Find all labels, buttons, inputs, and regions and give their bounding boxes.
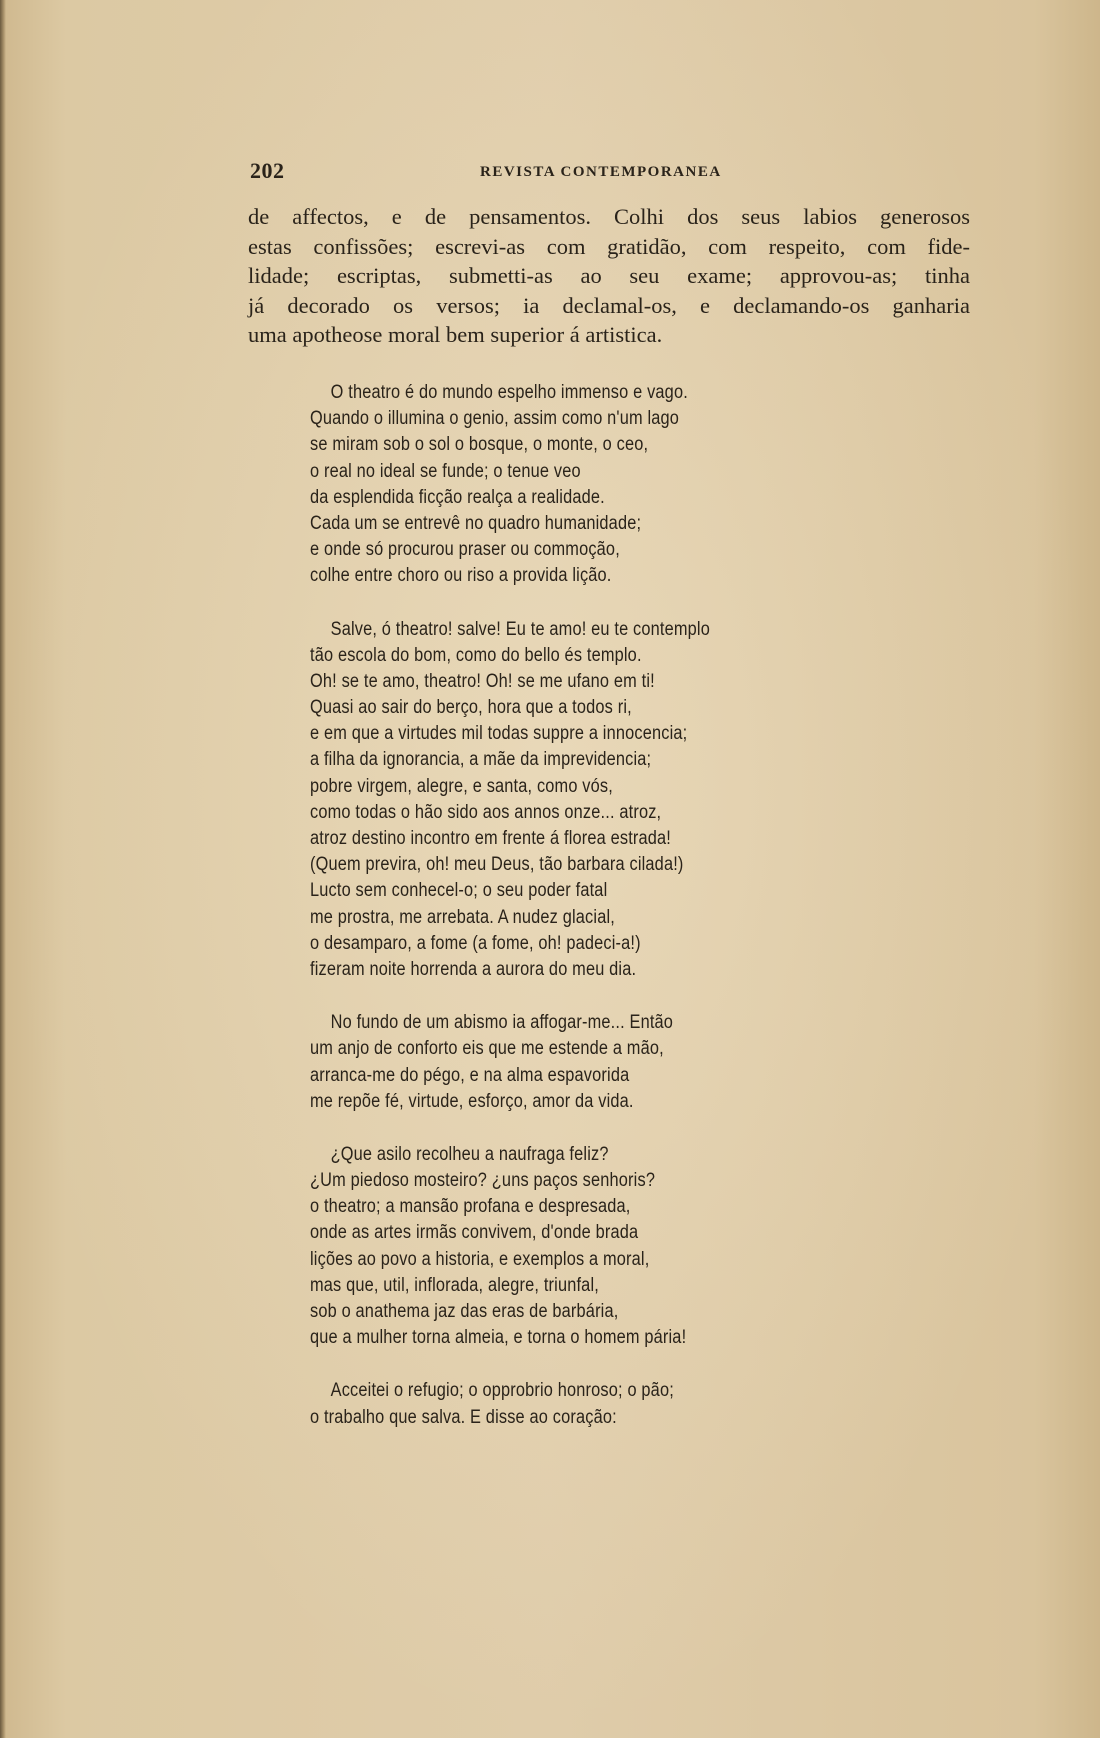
verse-line: ¿Que asilo recolheu a naufraga feliz?: [330, 1143, 609, 1165]
verse-line: mas que, util, inflorada, alegre, triunfal,: [310, 1274, 599, 1296]
verse-line: O theatro é do mundo espelho immenso e vago.: [330, 382, 688, 403]
verse-line: e onde só procurou praser ou commoção,: [310, 539, 620, 561]
verse-line: onde as artes irmãs convivem, d'onde brada: [310, 1222, 639, 1244]
page-header: [250, 158, 750, 186]
verse-line: a filha da ignorancia, a mãe da imprevidencia;: [310, 749, 652, 771]
verse-line: como todas o hão sido aos annos onze... atroz,: [310, 801, 662, 823]
verse-line: No fundo de um abismo ia affogar-me... Então: [330, 1012, 674, 1034]
verse-line: ¿Um piedoso mosteiro? ¿uns paços senhoris?: [310, 1170, 656, 1192]
verse-line: me repõe fé, virtude, esforço, amor da vida.: [310, 1090, 634, 1112]
poem-stanza-5: [310, 1378, 792, 1430]
prose-line: lidade; escriptas, submetti-as ao seu exame; approvou-as; tinha: [248, 263, 970, 288]
verse-line: um anjo de conforto eis que me estende a mão,: [310, 1038, 664, 1060]
poem-stanza-3: [310, 1010, 792, 1115]
prose-line: estas confissões; escrevi-as com gratidão, com respeito, com fide-: [248, 233, 970, 259]
verse-line: se miram sob o sol o bosque, o monte, o ceo,: [310, 434, 649, 456]
verse-line: fizeram noite horrenda a aurora do meu dia.: [310, 958, 637, 980]
verse-line: me prostra, me arrebata. A nudez glacial,: [310, 906, 615, 928]
poem-stanza-4: [310, 1142, 792, 1352]
page-number: 202: [250, 158, 285, 183]
verse-line: tão escola do bom, como do bello és templo.: [310, 644, 642, 666]
verse-line: pobre virgem, alegre, e santa, como vós,: [310, 775, 613, 797]
verse-line: Salve, ó theatro! salve! Eu te amo! eu te contemplo: [330, 618, 711, 640]
verse-line: da esplendida ficção realça a realidade.: [310, 486, 605, 508]
verse-line: (Quem previra, oh! meu Deus, tão barbara cilada!): [310, 854, 684, 876]
verse-line: sob o anathema jaz das eras de barbária,: [310, 1301, 619, 1322]
verse-line: o real no ideal se funde; o tenue veo: [310, 460, 581, 482]
verse-line: lições ao povo a historia, e exemplos a moral,: [310, 1248, 650, 1270]
prose-paragraph: [248, 202, 970, 350]
prose-line: uma apotheose moral bem superior á artistica.: [248, 322, 663, 347]
verse-line: Oh! se te amo, theatro! Oh! se me ufano em ti!: [310, 670, 655, 692]
page-edge-shadow: [0, 0, 6, 1738]
poem-stanza-1: [310, 380, 792, 590]
verse-line: que a mulher torna almeia, e torna o homem pária!: [310, 1327, 687, 1349]
poem: [310, 380, 792, 1458]
verse-line: Lucto sem conhecel-o; o seu poder fatal: [310, 880, 608, 902]
running-title: REVISTA CONTEMPORANEA: [480, 164, 722, 180]
verse-line: Cada um se entrevê no quadro humanidade;: [310, 512, 642, 534]
verse-line: o desamparo, a fome (a fome, oh! padeci-a!): [310, 932, 641, 954]
verse-line: colhe entre choro ou riso a provida lição.: [310, 565, 612, 587]
verse-line: Acceitei o refugio; o opprobrio honroso; o pão;: [330, 1380, 674, 1402]
verse-line: arranca-me do pégo, e na alma espavorida: [310, 1064, 630, 1086]
prose-line: de affectos, e de pensamentos. Colhi dos seus labios generosos: [248, 204, 970, 229]
verse-line: o trabalho que salva. E disse ao coração:: [310, 1406, 617, 1428]
verse-line: Quando o illumina o genio, assim como n'um lago: [310, 408, 680, 430]
verse-line: Quasi ao sair do berço, hora que a todos ri,: [310, 697, 632, 719]
verse-line: atroz destino incontro em frente á florea estrada!: [310, 828, 672, 849]
verse-line: e em que a virtudes mil todas suppre a innocencia;: [310, 723, 688, 745]
verse-line: o theatro; a mansão profana e despresada,: [310, 1196, 631, 1218]
prose-line: já decorado os versos; ia declamal-os, e declamando-os ganharia: [248, 292, 970, 318]
poem-stanza-2: [310, 617, 792, 984]
